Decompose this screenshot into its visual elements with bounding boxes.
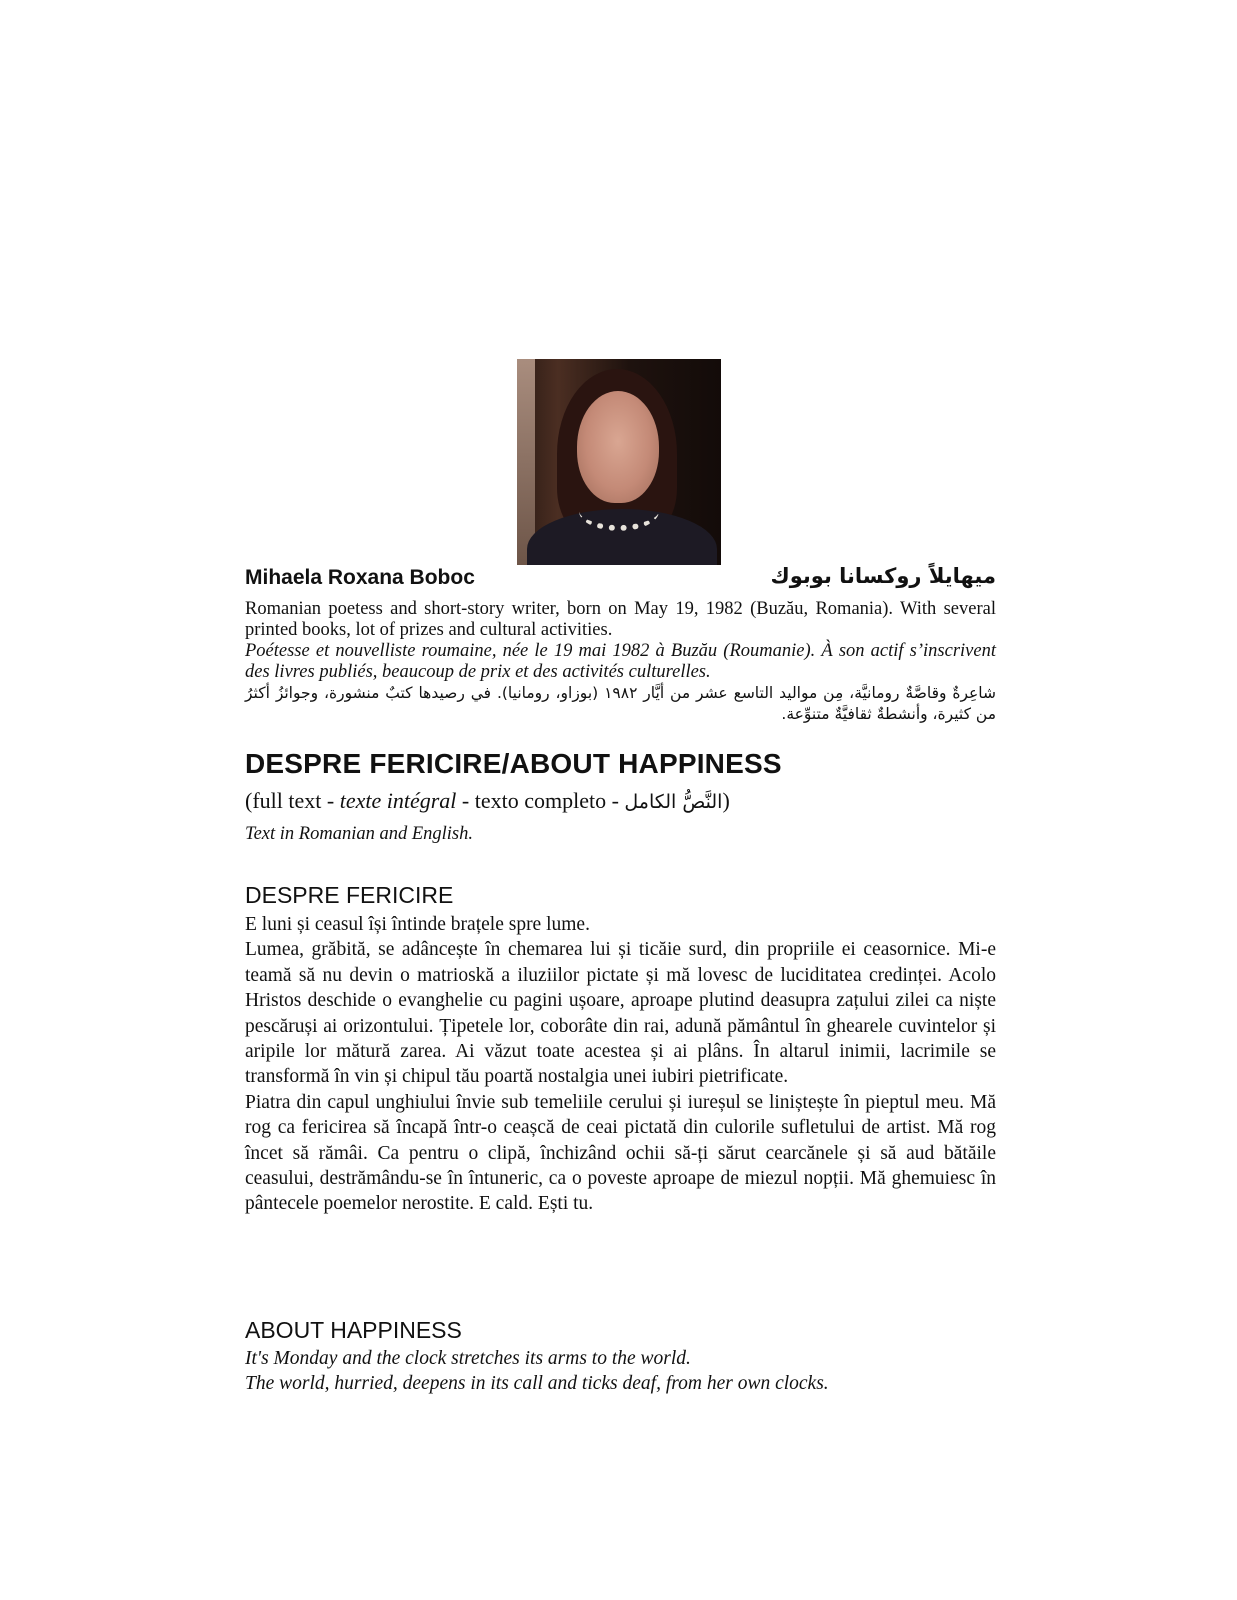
page-title: DESPRE FERICIRE/ABOUT HAPPINESS	[245, 748, 782, 779]
paragraph: The world, hurried, deepens in its call and ticks deaf, from her own clocks.	[245, 1373, 829, 1395]
section-body-english	[245, 1346, 996, 1397]
paragraph: It's Monday and the clock stretches its arms to the world.	[245, 1348, 691, 1369]
language-note: Text in Romanian and English.	[245, 824, 473, 844]
bio-english: Romanian poetess and short-story writer, born on May 19, 1982 (Buzău, Romania). With several printed books, lot of prizes and cultural activities.	[245, 599, 996, 640]
subtitle-suffix: )	[722, 788, 730, 813]
author-name-row	[245, 566, 996, 594]
bio-french: Poétesse et nouvelliste roumaine, née le 19 mai 1982 à Buzău (Roumanie). À son actif s’inscrivent des livres publiés, beaucoup de prix et des activités culturelles.	[245, 641, 996, 682]
paragraph: E luni și ceasul își întinde brațele spre lume.	[245, 914, 590, 935]
bio-arabic: شاعِرةٌ وقاصَّةٌ رومانيَّة، مِن مواليد التاسع عشر من أيَّار ١٩٨٢ (بوزاو، رومانيا). في رصيدها كتبٌ منشورة، وجوائزُ أكثرُ من كثيرة، وأنشطةٌ ثقافيَّةٌ متنوِّعة.	[245, 684, 997, 723]
section-body-romanian	[245, 912, 996, 1217]
author-name-arabic: ميهايلاً روكسانا بوبوك	[770, 564, 996, 588]
photo-face	[577, 391, 659, 503]
subtitle-prefix: (full text -	[245, 788, 340, 813]
section-heading-english: ABOUT HAPPINESS	[245, 1317, 462, 1343]
subtitle-mid: - texto completo -	[456, 788, 625, 813]
photo-necklace	[579, 491, 659, 531]
section-heading-romanian: DESPRE FERICIRE	[245, 882, 454, 908]
author-photo	[517, 359, 721, 565]
author-bio	[245, 599, 996, 725]
subtitle-arabic: النَّصُّ الكامل	[624, 791, 723, 813]
subtitle	[245, 788, 730, 814]
author-name-latin: Mihaela Roxana Boboc	[245, 566, 475, 589]
paragraph: Lumea, grăbită, se adâncește în chemarea lui și ticăie surd, din propriile ei ceasornice. Mi-e teamă să nu devin o matrioskă a iluziilor pictate și mă lovesc de luciditatea credinței. Acolo Hristos deschide o evanghelie cu pagini ușoare, aproape plutind deasupra zațului zilei ca niște pescăruși ai orizontului. Țipetele lor, coborâte din rai, adună pământul în ghearele cuvintelor și aripile lor mătură zarea. Ai văzut toate acestea și ai plâns. În altarul inimii, lacrimile se transformă în vin și chipul tău poartă nostalgia unei iubiri pietrificate.	[245, 939, 996, 1088]
subtitle-french: texte intégral	[339, 788, 457, 813]
paragraph: Piatra din capul unghiului învie sub temeliile cerului și iureșul se liniștește în pieptul meu. Mă rog ca fericirea să încapă într-o ceașcă de ceai pictată din culorile sufletului de artist. Mă rog încet să rămâi. Ca pentru o clipă, închizând ochii să-ți sărut cearcănele și să aud bătăile ceasului, destrămându-se în întuneric, ca o poveste aproape de miezul nopții. Mă ghemuiesc în pântecele poemelor nerostite. E cald. Ești tu.	[245, 1091, 996, 1215]
